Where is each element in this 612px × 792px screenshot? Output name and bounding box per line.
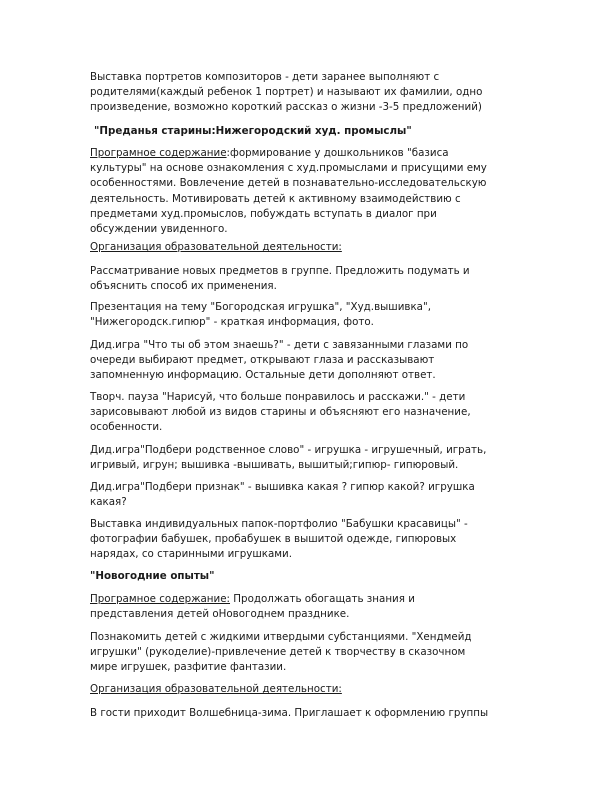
section-heading-new-year: "Новогодние опыты" <box>90 570 215 582</box>
text-line: :формирование у дошкольников "базиса <box>226 147 449 159</box>
text-line: объяснить способ их применения. <box>90 280 277 293</box>
text-line: произведение, возможно короткий рассказ о жизни -3-5 предложений) <box>90 101 482 114</box>
text-line: Познакомить детей с жидкими итвердыми субстанциями. "Хендмейд <box>90 631 472 643</box>
didactic-game-1-paragraph <box>90 338 530 384</box>
text-line: представления детей оНовогоднем празднике. <box>90 608 350 621</box>
text-line: особенности. <box>90 421 163 434</box>
portfolio-exhibit-paragraph <box>90 517 530 563</box>
section-heading-crafts: "Преданья старины:Нижегородский худ. промыслы" <box>94 125 412 137</box>
creative-pause-paragraph <box>90 390 530 436</box>
text-line: Творч. пауза "Нарисуй, что больше понравилось и расскажи." - дети <box>90 391 466 403</box>
organization-heading-1: Организация образовательной деятельности: <box>90 241 342 253</box>
text-line: родителями(каждый ребенок 1 портрет) и называют их фамилии, одно <box>90 86 483 99</box>
text-line: какая? <box>90 496 127 509</box>
text-line: игрушки" (рукоделие)-привлечение детей к творчеству в сказочном <box>90 646 466 659</box>
text-line: фотографии бабушек, пробабушек в вышитой одежде, гипюровых <box>90 533 457 546</box>
text-line: особенностями. Вовлечение детей в познавательно-исследовательскую <box>90 177 487 190</box>
winter-guest-paragraph <box>90 706 530 721</box>
text-line: "Нижегородск.гипюр" - краткая информация, фото. <box>90 316 374 329</box>
text-line: Дид.игра"Подбери родственное слово" - игрушка - игрушечный, играть, <box>90 444 487 456</box>
text-line: очереди выбирают предмет, открывают глаза и рассказывают <box>90 354 435 367</box>
text-line: обсуждении увиденного. <box>90 223 228 236</box>
text-line: Дид.игра"Подбери признак" - вышивка какая ? гипюр какой? игрушка <box>90 481 475 493</box>
text-line: Выставка портретов композиторов - дети заранее выполняют с <box>90 71 440 83</box>
text-line: нарядах, со старинными игрушками. <box>90 548 293 561</box>
program-content-paragraph-2 <box>90 592 530 622</box>
didactic-game-2-paragraph <box>90 443 530 473</box>
text-line: зарисовывают любой из видов старины и объясняют его назначение, <box>90 406 471 419</box>
observation-paragraph <box>90 264 530 294</box>
program-content-label: Програмное содержание <box>90 147 227 159</box>
text-line: Выставка индивидуальных папок-портфолио "Бабушки красавицы" - <box>90 518 468 530</box>
text-line: игривый, игрун; вышивка -вышивать, вышитый;гипюр- гипюровый. <box>90 459 459 472</box>
program-content-paragraph-1 <box>90 146 530 237</box>
didactic-game-3-paragraph <box>90 480 530 510</box>
text-line: деятельность. Мотивировать детей к активному взаимодействию с <box>90 192 461 205</box>
intro-paragraph <box>90 70 530 116</box>
text-line: Дид.игра "Что ты об этом знаешь?" - дети с завязанными глазами по <box>90 339 469 351</box>
presentation-paragraph <box>90 300 530 330</box>
organization-heading-2: Организация образовательной деятельности: <box>90 683 342 695</box>
text-line: запомненную информацию. Остальные дети дополняют ответ. <box>90 369 436 382</box>
text-line: Презентация на тему "Богородская игрушка", "Худ.вышивка", <box>90 301 431 313</box>
text-line: предметами худ.промыслов, побуждать вступать в диалог при <box>90 207 437 220</box>
text-line: В гости приходит Волшебница-зима. Приглашает к оформлению группы <box>90 707 489 719</box>
text-line: Рассматривание новых предметов в группе. Предложить подумать и <box>90 265 470 277</box>
substances-paragraph <box>90 630 530 676</box>
program-content-label: Програмное содержание: <box>90 593 231 605</box>
text-line: культуры" на основе ознакомления с худ.промыслами и присущими ему <box>90 162 487 175</box>
text-line: Продолжать обогащать знания и <box>230 593 415 605</box>
text-line: мире игрушек, разфитие фантазии. <box>90 661 287 674</box>
